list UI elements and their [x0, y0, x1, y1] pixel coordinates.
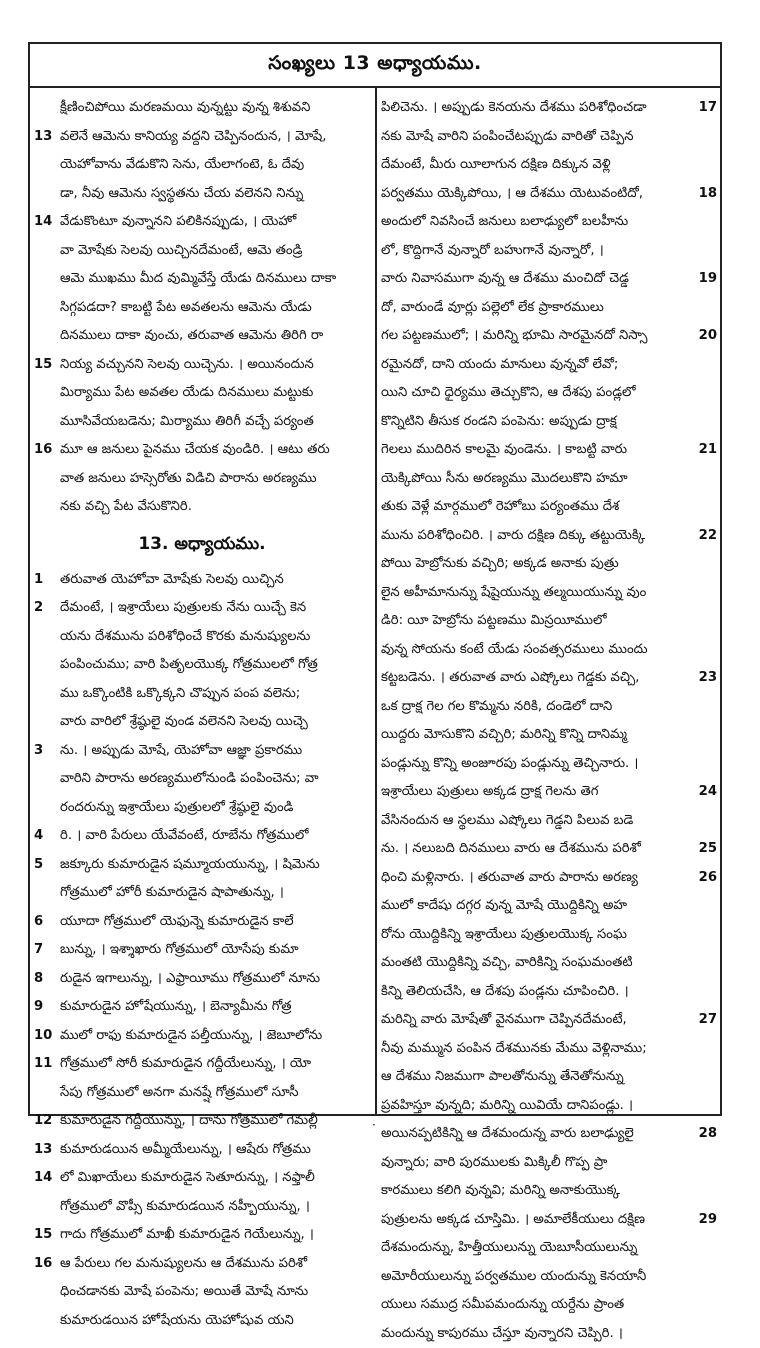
- verse-line: [34, 1107, 370, 1136]
- verse-text: యులు సముద్ర సమీపమందున్ను యర్దేను ప్రాంత: [381, 1297, 624, 1312]
- verse-text: ము ఒక్కొంటికి ఒక్కొక్కని చొప్పున పంప వలెను;: [60, 686, 300, 701]
- verse-text: యెక్కిపోయి సీను అరణ్యము మొదలుకొని హమా: [381, 471, 628, 486]
- verse-text: వారిని పారాను అరణ్యములోనుండి పంపించెను; వా: [60, 771, 319, 786]
- verse-line: [34, 493, 370, 522]
- verse-line: [34, 822, 370, 851]
- verse-number: 25: [699, 835, 717, 864]
- verse-line: [34, 180, 370, 209]
- verse-line: [34, 351, 370, 380]
- verse-line: [34, 1136, 370, 1165]
- verse-number: 29: [699, 1206, 717, 1235]
- verse-text: యూదా గోత్రములో యెఫున్నె కుమారుడైన కాలే: [60, 914, 294, 929]
- verse-text: మందున్ను కాపురము చేస్తూ వున్నారని చెప్పిరి. ।: [381, 1326, 623, 1341]
- verse-number: 4: [34, 822, 43, 851]
- verse-number: 14: [34, 208, 52, 237]
- verse-text: రోను యొద్దికిన్ని ఇశ్రాయేలు పుత్రులయొక్క సంఘ: [381, 927, 627, 942]
- verse-line: [34, 208, 370, 237]
- verse-line: [381, 1234, 717, 1263]
- verse-line: [381, 949, 717, 978]
- verse-text: తుకు వెళ్లే మార్గములో రెహోబు పర్యంతము దేశ: [381, 499, 619, 514]
- verse-text: సేపు గోత్రములో అనగా మనష్షే గోత్రములో సూసీ: [60, 1085, 299, 1100]
- verse-number: 15: [34, 351, 52, 380]
- verse-line: [381, 607, 717, 636]
- verse-line: [381, 208, 717, 237]
- verse-text: గోత్రములో వొప్సీ కుమారుడయిన నహ్బీయున్ను, ।: [60, 1199, 310, 1214]
- verse-text: ప్రవహిస్తూ వున్నది; మరిన్ని యివియే దానిపండ్లు. ।: [381, 1098, 633, 1113]
- verse-line: [381, 237, 717, 266]
- verse-text: నియ్య వచ్చునని సెలవు యిచ్చెను. । అయినందున: [60, 357, 314, 372]
- verse-text: దేశమందున్ను, హిత్తీయులున్ను యెబూసీయులున్ను: [381, 1240, 637, 1255]
- verse-line: [34, 436, 370, 465]
- verse-text: కుమారుడైన గద్దీయున్ను, । దాను గోత్రములో గెమల్లీ: [60, 1113, 318, 1128]
- verse-text: రందరున్ను ఇశ్రాయేలు పుత్రులలో శ్రేష్ఠులై వుండి: [60, 800, 293, 815]
- verse-line: [34, 566, 370, 595]
- verse-number: 12: [34, 1107, 52, 1136]
- verse-text: ఇశ్రాయేలు పుత్రులు అక్కడ ద్రాక్ష గెలను తెగ: [381, 784, 598, 799]
- verse-line: [381, 807, 717, 836]
- verse-line: [34, 908, 370, 937]
- verse-line: [34, 1307, 370, 1336]
- verse-line: [381, 465, 717, 494]
- verse-line: [34, 993, 370, 1022]
- verse-text: పోయి హెబ్రోనుకు వచ్చిరి; అక్కడ అనాకు పుత్రు: [381, 556, 619, 571]
- verse-text: గోత్రములో సోరీ కుమారుడైన గద్దీయేలున్ను, । యో: [60, 1056, 311, 1071]
- verse-text: ఆ దేశము నిజముగా పాలతోనున్ను తేనెతోనున్ను: [381, 1069, 624, 1084]
- verse-number: 7: [34, 936, 43, 965]
- verse-text: మూ ఆ జనులు పైనము చేయక వుండిరి. । ఆటు తరు: [60, 442, 330, 457]
- verse-number: 21: [699, 436, 717, 465]
- verse-text: నకు మోషే వారిని పంపించేటప్పుడు వారితో చెప్పిన: [381, 129, 634, 144]
- verse-line: [34, 379, 370, 408]
- verse-text: జక్కూరు కుమారుడైన షమ్మూయయున్ను, । షిమెను: [60, 857, 320, 872]
- verse-text: ములో కాదేషు దగ్గర వున్న మోషే యొద్దికిన్ని అహ: [381, 898, 627, 913]
- verse-line: [34, 965, 370, 994]
- verse-line: [34, 322, 370, 351]
- verse-line: [34, 851, 370, 880]
- verse-text: లో, కొద్దిగానే వున్నారో బహుగానే వున్నారో, ।: [381, 243, 604, 258]
- verse-text: కిన్ని తెలియచేసి, ఆ దేశపు పండ్లను చూపించిరి. ।: [381, 984, 629, 999]
- verse-line: [381, 379, 717, 408]
- verse-text: ను. । అప్పుడు మోషే, యెహోవా ఆజ్ఞా ప్రకారము: [60, 743, 302, 758]
- verse-text: కుమారుడయిన అమ్మీయేలున్ను, । ఆషేరు గోత్రము: [60, 1142, 311, 1157]
- verse-line: [381, 265, 717, 294]
- verse-text: ను. । నలుబది దినములు వారు ఆ దేశమును పరిశో: [381, 841, 641, 856]
- verse-line: [381, 1291, 717, 1320]
- chapter-heading: 13. అధ్యాయము.: [34, 522, 370, 566]
- page-frame: [28, 42, 722, 1116]
- verse-line: [34, 594, 370, 623]
- verse-text: గాదు గోత్రములో మాఖీ కుమారుడైన గెయేలున్ను, ।: [60, 1227, 314, 1242]
- verse-text: వలెనే ఆమెను కానియ్య వద్దని చెప్పినందున, । మోషే,: [60, 129, 326, 144]
- verse-line: [381, 693, 717, 722]
- verse-line: [34, 1250, 370, 1279]
- verse-number: 17: [699, 94, 717, 123]
- verse-line: [34, 651, 370, 680]
- verse-text: డిరి: యీ హెబ్రోను పట్టణము మిస్రయీములో: [381, 613, 607, 628]
- verse-line: [34, 936, 370, 965]
- verse-line: [34, 465, 370, 494]
- verse-text: పంపించుము; వారి పితృలయొక్క గోత్రములలో గోత్ర: [60, 657, 318, 672]
- verse-line: [381, 1006, 717, 1035]
- verse-text: మూసివేయబడెను; మిర్యాము తిరిగీ వచ్చే పర్యంత: [60, 414, 314, 429]
- verse-line: [34, 623, 370, 652]
- verse-text: పుత్రులను అక్కడ చూస్తిమి. । అమాలేకీయులు దక్షిణ: [381, 1212, 645, 1227]
- page-title: సంఖ్యలు 13 అధ్యాయము.: [268, 52, 482, 79]
- verse-number: 18: [699, 180, 717, 209]
- verse-text: క్షీణించిపోయి మరణమయి వున్నట్టు వున్న శిశువని: [60, 100, 310, 115]
- left-top-verses: [34, 94, 370, 522]
- verse-number: 9: [34, 993, 43, 1022]
- verse-text: కట్టబడెను. । తరువాత వారు ఎష్కోలు గెడ్డకు వచ్చి,: [381, 670, 639, 685]
- verse-text: రి. । వారి పేరులు యేవేవంటే, రూబేను గోత్రములో: [60, 828, 308, 843]
- verse-line: [381, 408, 717, 437]
- verse-text: లైన అహీమానున్ను షేషైయున్ను తల్మయియున్ను వుం: [381, 585, 646, 600]
- verse-text: ములో రాఫు కుమారుడైన పల్తీయున్ను, । జెబూలోను: [60, 1028, 322, 1043]
- verse-text: యిద్దరు మోసుకొని వచ్చిరి; మరిన్ని కొన్ని దానిమ్మ: [381, 727, 627, 742]
- verse-line: [381, 636, 717, 665]
- verse-line: [381, 835, 717, 864]
- verse-number: 22: [699, 522, 717, 551]
- verse-text: పిలిచెను. । అప్పుడు కెనయను దేశము పరిశోధించడా: [381, 100, 647, 115]
- verse-text: నకు వచ్చి పేట వేసుకొనిరి.: [60, 499, 192, 514]
- verse-line: [381, 1120, 717, 1149]
- verse-number: 20: [699, 322, 717, 351]
- verse-number: 2: [34, 594, 43, 623]
- verse-text: నీవు మమ్మున పంపిన దేశమునకు మేము వెళ్లినాము;: [381, 1041, 647, 1056]
- verse-number: 13: [34, 1136, 52, 1165]
- verse-line: [381, 1035, 717, 1064]
- verse-text: ధించడానకు మోషే పంపెను; అయితే మోషే నూను: [60, 1284, 308, 1299]
- verse-number: 1: [34, 566, 43, 595]
- verse-text: బున్ను, । ఇశ్శాఖారు గోత్రములో యోసేపు కుమా: [60, 942, 299, 957]
- verse-text: లో మిఖాయేలు కుమారుడైన సెతూరున్ను, । నఫ్తాలీ: [60, 1170, 315, 1185]
- verse-line: [381, 921, 717, 950]
- verse-text: తరువాత యెహోవా మోషేకు సెలవు యిచ్చిన: [60, 572, 284, 587]
- left-bottom-verses: [34, 566, 370, 1336]
- verse-line: [381, 493, 717, 522]
- verse-number: 27: [699, 1006, 717, 1035]
- verse-number: 13: [34, 123, 52, 152]
- verse-text: కారములు కలిగి వున్నవి; మరిన్ని అనాకుయొక్క: [381, 1183, 620, 1198]
- verse-line: [381, 123, 717, 152]
- verse-line: [34, 237, 370, 266]
- verse-line: [34, 737, 370, 766]
- verse-line: [34, 765, 370, 794]
- verse-line: [381, 1320, 717, 1348]
- verse-text: మును పరిశోధించిరి. । వారు దక్షిణ దిక్కు తట్టుయెక్కి: [381, 528, 645, 543]
- verse-line: [381, 180, 717, 209]
- verse-number: 8: [34, 965, 43, 994]
- verse-line: [381, 892, 717, 921]
- verse-text: మిర్యాము పేట అవతల యేడు దినములు మట్టుకు: [60, 385, 313, 400]
- verse-line: [381, 151, 717, 180]
- verse-line: [381, 550, 717, 579]
- verse-number: 14: [34, 1164, 52, 1193]
- verse-line: [381, 750, 717, 779]
- verse-number: 24: [699, 778, 717, 807]
- verse-text: కొన్నిటిని తీసుక రండని పంపెను: అప్పుడు ద్రాక్ష: [381, 414, 617, 429]
- verse-number: 16: [34, 1250, 52, 1279]
- verse-line: [381, 1206, 717, 1235]
- verse-line: [381, 721, 717, 750]
- verse-number: 6: [34, 908, 43, 937]
- verse-text: డా, నీవు ఆమెను స్వస్థతను చేయ వలెనని నిన్ను: [60, 186, 303, 201]
- verse-number: 19: [699, 265, 717, 294]
- verse-text: దేమంటే, మీరు యీలాగున దక్షిణ దిక్కున వెళ్లి: [381, 157, 611, 172]
- verse-line: [381, 1149, 717, 1178]
- verse-text: రుడైన ఇగాలున్ను, । ఎఫ్రాయీము గోత్రములో నూను: [60, 971, 320, 986]
- verse-text: యిని చూచి ధైర్యము తెచ్చుకొని, ఆ దేశపు పండ్లలో: [381, 385, 636, 400]
- verse-line: [34, 294, 370, 323]
- verse-text: రమైనదో, దాని యందు మానులు వున్నవో లేవో;: [381, 357, 618, 372]
- verse-text: యను దేశమును పరిశోధించే కొరకు మనుష్యులను: [60, 629, 310, 644]
- verse-text: ఒక ద్రాక్ష గెల గల కొమ్మను నరికి, దండెలో దాని: [381, 699, 612, 714]
- verse-number: 11: [34, 1050, 52, 1079]
- verse-number: 10: [34, 1022, 52, 1051]
- verse-line: [34, 408, 370, 437]
- verse-line: [34, 680, 370, 709]
- verse-text: అయినప్పటికిన్ని ఆ దేశమందున్న వారు బలాఢ్యులై: [381, 1126, 634, 1141]
- verse-text: మంతటి యొద్దికిన్ని వచ్చి, వారికిన్ని సంఘమంతటి: [381, 955, 633, 970]
- verse-text: యెహోవాను వేడుకొని సెను, యేలాగంటె, ఓ దేవు: [60, 157, 304, 172]
- verse-line: [381, 978, 717, 1007]
- verse-line: [34, 794, 370, 823]
- verse-number: 15: [34, 1221, 52, 1250]
- verse-number: 5: [34, 851, 43, 880]
- verse-line: [34, 1022, 370, 1051]
- verse-text: అమోరీయులున్ను పర్వతముల యందున్ను కెనయానీ: [381, 1269, 646, 1284]
- verse-text: వున్న సోయను కంటే యేడు సంవత్సరములు ముందు: [381, 642, 648, 657]
- verse-line: [381, 778, 717, 807]
- verse-line: [381, 864, 717, 893]
- verse-text: సిగ్గపడదా? కాబట్టి పేట అవతలను ఆమెను యేడు: [60, 300, 312, 315]
- verse-line: [381, 322, 717, 351]
- verse-line: [34, 708, 370, 737]
- verse-line: [34, 151, 370, 180]
- verse-line: [381, 579, 717, 608]
- verse-text: వారు వారిలో శ్రేష్ఠులై వుండ వలెనని సెలవు యిచ్చె: [60, 714, 308, 729]
- left-column: [34, 94, 370, 1335]
- column-divider: [375, 88, 377, 1114]
- verse-line: [34, 1079, 370, 1108]
- verse-line: [34, 1164, 370, 1193]
- verse-line: [381, 664, 717, 693]
- verse-text: వున్నారు; వారి పురములకు మిక్కిలీ గొప్ప ప్రా: [381, 1155, 607, 1170]
- verse-number: 26: [699, 864, 717, 893]
- verse-text: గోత్రములో హోరీ కుమారుడైన షాపాతున్ను, ।: [60, 885, 284, 900]
- verse-line: [381, 1263, 717, 1292]
- verse-text: పర్వతము యెక్కిపోయి, । ఆ దేశము యెటువంటిదో,: [381, 186, 643, 201]
- page-header: [30, 44, 720, 88]
- verse-line: [381, 1177, 717, 1206]
- verse-line: [34, 1221, 370, 1250]
- verse-text: దో, వారుండే వూర్లు పల్లెలో లేక ప్రాకారములు: [381, 300, 604, 315]
- verse-number: 23: [699, 664, 717, 693]
- verse-line: [34, 1050, 370, 1079]
- verse-text: ఆ పేరులు గల మనుష్యులను ఆ దేశమును పరిశో: [60, 1256, 307, 1271]
- verse-text: వాత జనులు హస్సెరోతు విడిచి పారాను అరణ్యము: [60, 471, 317, 486]
- verse-text: వా మోషేకు సెలవు యిచ్చినదేమంటే, ఆమె తండ్రి: [60, 243, 302, 258]
- verse-line: [34, 1193, 370, 1222]
- verse-line: [381, 1092, 717, 1121]
- verse-text: కుమారుడయిన హోషేయను యెహోషువ యని: [60, 1313, 294, 1328]
- verse-line: [34, 94, 370, 123]
- verse-line: [34, 1278, 370, 1307]
- verse-text: వేడుకొంటూ వున్నానని పలికినప్పుడు, । యెహో: [60, 214, 296, 229]
- verse-line: [381, 294, 717, 323]
- verse-text: వారు నివాసముగా వున్న ఆ దేశము మంచిదో చెడ్డ: [381, 271, 629, 286]
- verse-text: దినములు దాకా వుంచు, తరువాత ఆమెను తిరిగి రా: [60, 328, 323, 343]
- verse-text: కుమారుడైన హోషేయున్ను, । బెన్యామీను గోత్ర: [60, 999, 292, 1014]
- verse-line: [34, 123, 370, 152]
- verse-line: [34, 879, 370, 908]
- verse-text: పండ్లున్ను కొన్ని అంజూరపు పండ్లున్ను తెచ్చినారు. ।: [381, 756, 638, 771]
- verse-text: గెలలు ముదిరిన కాలమై వుండెను. । కాబట్టి వారు: [381, 442, 627, 457]
- verse-line: [381, 1063, 717, 1092]
- verse-text: గల పట్టణములో; । మరిన్ని భూమి సారమైనదో నిస్సా: [381, 328, 648, 343]
- verse-text: మరిన్ని వారు మోషేతో వైనముగా చెప్పినదేమంటే,: [381, 1012, 627, 1027]
- verse-text: ధించి మళ్లినారు. । తరువాత వారు పారాను అరణ్య: [381, 870, 638, 885]
- right-column: [381, 94, 717, 1348]
- verse-number: 28: [699, 1120, 717, 1149]
- verse-line: [381, 436, 717, 465]
- verse-text: వేసినందున ఆ స్థలము ఎష్కోలు గెడ్డని పిలువ బడె: [381, 813, 633, 828]
- verse-line: [381, 351, 717, 380]
- verse-number: 16: [34, 436, 52, 465]
- verse-line: [34, 265, 370, 294]
- verse-line: [381, 94, 717, 123]
- verse-text: అందులో నివసించే జనులు బలాఢ్యులో బలహీను: [381, 214, 628, 229]
- page-mark: ·: [372, 1118, 376, 1132]
- verse-text: దేమంటే, । ఇశ్రాయేలు పుత్రులకు నేను యిచ్చే కెన: [60, 600, 306, 615]
- verse-text: ఆమె ముఖము మీద వుమ్మివేస్తే యేడు దినములు దాకా: [60, 271, 336, 286]
- verse-number: 3: [34, 737, 43, 766]
- verse-line: [381, 522, 717, 551]
